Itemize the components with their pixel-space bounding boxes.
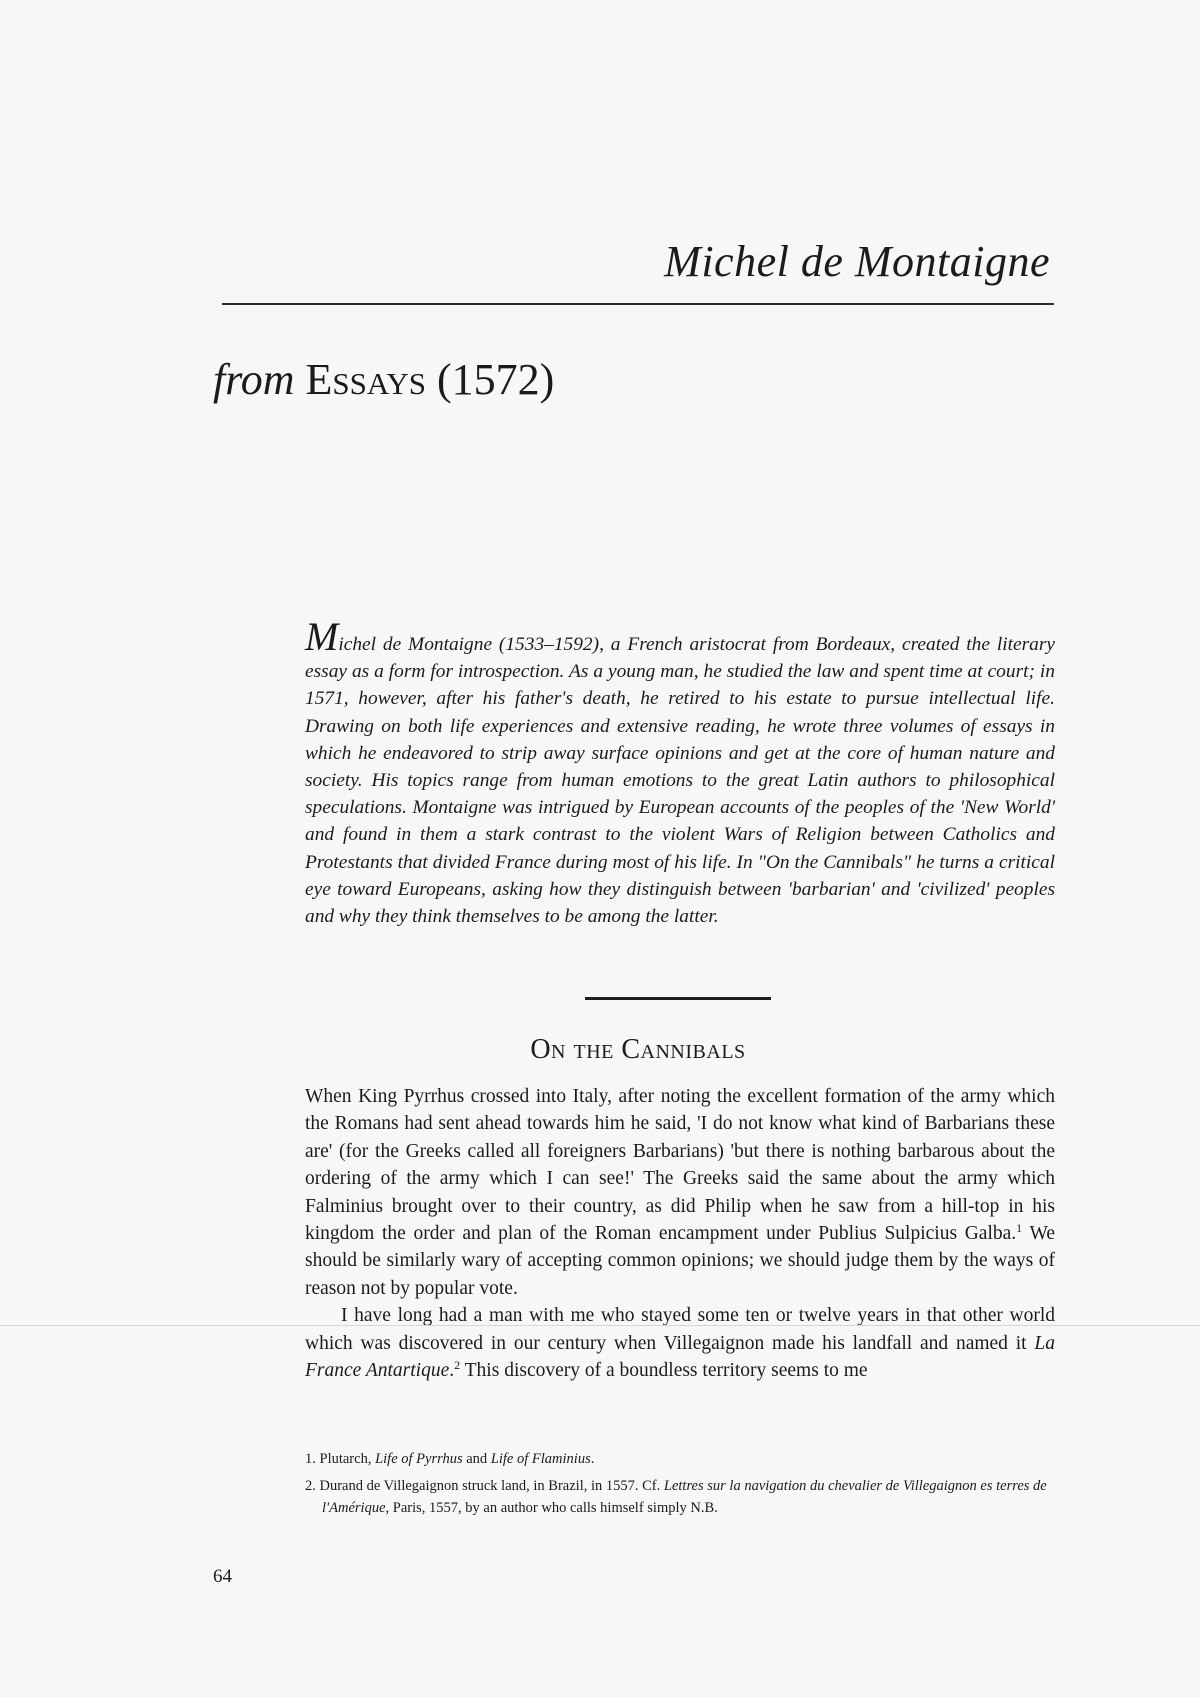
footnote-2: 2. Durand de Villegaignon struck land, in Brazil, in 1557. Cf. Lettres sur la navigation du chevalier de Villegaignon es terres de l'Amérique, Paris, 1557, by an author who calls himself simply N.B. xyxy=(305,1478,1047,1516)
footnote-1: 1. Plutarch, Life of Pyrrhus and Life of Flaminius. xyxy=(305,1451,595,1467)
work-title xyxy=(213,354,554,405)
introduction-text: ichel de Montaigne (1533–1592), a French aristocrat from Bordeaux, created the literary essay as a form for introspection. As a young man, he studied the law and spent time at court; in 1571, however, after his father's death, he retired to his estate to pursue intellectual life. Drawing on both life experiences and extensive reading, he wrote three volumes of essays in which he endeavored to strip away surface opinions and get at the core of human nature and society. His topics range from human emotions to the great Latin authors to philosophical speculations. Montaigne was intrigued by European accounts of the peoples of the 'New World' and found in them a stark contrast to the violent Wars of Religion between Catholics and Protestants that divided France during most of his life. In "On the Cannibals" he turns a critical eye toward Europeans, asking how they distinguish between 'barbarian' and 'civilized' peoples and why they think themselves to be among the latter. xyxy=(305,634,1055,928)
title-year: (1572) xyxy=(437,355,555,404)
section-divider xyxy=(585,997,771,1000)
emphasized-name: La France Antartique xyxy=(305,1332,1055,1382)
essay-body xyxy=(305,1083,1055,1384)
paragraph-1: When King Pyrrhus crossed into Italy, after noting the excellent formation of the army which the Romans had sent ahead towards him he said, 'I do not know what kind of Barbarians these are' (for the Greeks called all foreigners Barbarians) 'but there is nothing barbarous about the ordering of the army which I can see!' The Greeks said the same about the army which Falminius brought over to their country, as did Philip when he saw from a hill-top in his kingdom the order and plan of the Roman encampment under Publius Sulpicius Galba.$^1$ We should be similarly wary of accepting common opinions; we should judge them by the ways of reason not by popular vote. xyxy=(305,1086,1055,1299)
page-number: 64 xyxy=(213,1566,232,1587)
footnote-ref-1: 1 xyxy=(1016,1221,1023,1236)
drop-cap: M xyxy=(305,614,339,659)
author-introduction xyxy=(305,614,1055,930)
author-heading: Michel de Montaigne xyxy=(664,237,1050,286)
paragraph-2: I have long had a man with me who stayed some ten or twelve years in that other world which was discovered in our century when Villegaignon made his landfall and named it La France Antartique.$^2$ This discovery of a boundless territory seems to me xyxy=(305,1305,1055,1382)
title-prefix: from xyxy=(213,355,295,404)
header-rule xyxy=(222,303,1054,305)
footnote-ref-2: 2 xyxy=(454,1358,461,1373)
scan-line xyxy=(0,1325,1200,1326)
footnotes xyxy=(305,1448,1055,1519)
title-word: Essays xyxy=(305,355,427,404)
section-title: On the Cannibals xyxy=(530,1034,746,1065)
